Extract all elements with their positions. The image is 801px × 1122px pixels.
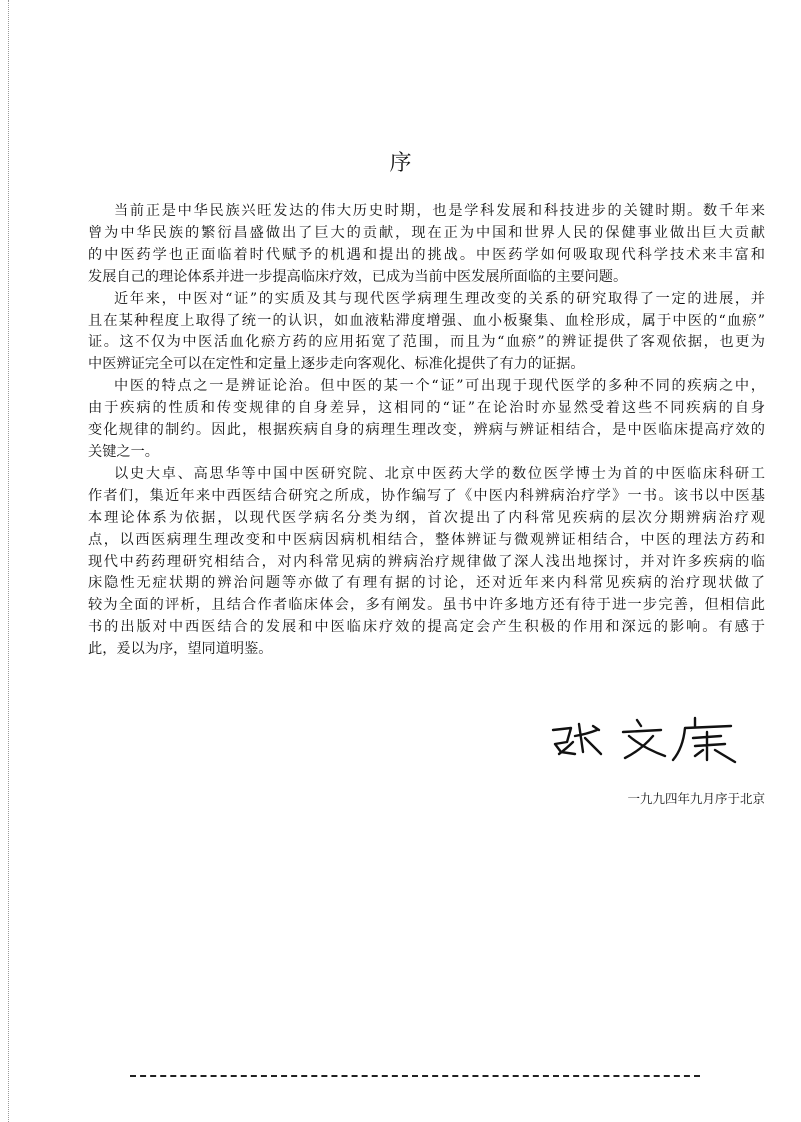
text-line: 书的出版对中西医结合的发展和中医临床疗效的提高定会产生积极的作用和深远的影响。有感于: [88, 619, 765, 636]
preface-body: [88, 201, 765, 661]
date-line: 一九九四年九月序于北京: [627, 791, 765, 806]
handwritten-signature: [545, 708, 745, 768]
text-line: 发展自己的理论体系并进一步提高临床疗效，已成为当前中医发展所面临的主要问题。: [88, 268, 628, 285]
text-line: 关键之一。: [88, 443, 159, 460]
text-line: 本理论体系为依据，以现代医学病名分类为纲，首次提出了内科常见疾病的层次分期辨病治疗观: [88, 509, 765, 526]
text-line: 现代中药药理研究相结合，对内科常见病的辨病治疗规律做了深人浅出地探讨，并对许多疾病的临: [88, 553, 765, 570]
text-line: 以史大卓、高思华等中国中医研究院、北京中医药大学的数位医学博士为首的中医临床科研工: [114, 465, 765, 482]
text-line: 较为全面的评析，且结合作者临床体会，多有阐发。虽书中许多地方还有待于进一步完善，但相信此: [88, 597, 765, 614]
text-line: 点，以西医病理生理改变和中医病因病机相结合，整体辨证与微观辨证相结合，中医的理法方药和: [88, 531, 765, 548]
text-line: 变化规律的制约。因此，根据疾病自身的病理生理改变，辨病与辨证相结合，是中医临床提高疗效的: [88, 422, 765, 439]
text-line: 由于疾病的性质和传变规律的自身差异，这相同的“证”在论治时亦显然受着这些不同疾病的自身: [88, 400, 765, 417]
text-line: 中医辨证完全可以在定性和定量上逐步走向客观化、标准化提供了有力的证据。: [88, 356, 585, 373]
text-line: 作者们，集近年来中西医结合研究之所成，协作编写了《中医内科辨病治疗学》一书。该书以中医基: [88, 487, 765, 504]
text-line: 床隐性无症状期的辨治问题等亦做了有理有据的讨论，还对近年来内科常见疾病的治疗现状做了: [88, 575, 765, 592]
paragraph-3: [88, 376, 765, 464]
text-line: 的中医药学也正面临着时代赋予的机遇和提出的挑战。中医药学如何吸取现代科学技术来丰富和: [88, 246, 765, 263]
paragraph-1: [88, 201, 765, 289]
text-line: 中医的特点之一是辨证论治。但中医的某一个“证”可出现于现代医学的多种不同的疾病之中，: [114, 378, 765, 395]
text-line: 近年来，中医对“证”的实质及其与现代医学病理生理改变的关系的研究取得了一定的进展，并: [114, 290, 765, 307]
bottom-scan-line: [130, 1075, 700, 1077]
paragraph-2: [88, 289, 765, 377]
text-line: 当前正是中华民族兴旺发达的伟大历史时期，也是学科发展和科技进步的关键时期。数千年来: [114, 203, 765, 219]
text-line: 证。这不仅为中医活血化瘀方药的应用拓宽了范围，而且为“血瘀”的辨证提供了客观依据，也更为: [88, 334, 765, 351]
paragraph-4: [88, 464, 765, 661]
text-line: 曾为中华民族的繁衍昌盛做出了巨大的贡献，现在正为中国和世界人民的保健事业做出巨大贡献: [88, 224, 765, 241]
text-line: 且在某种程度上取得了统一的认识，如血液粘滞度增强、血小板聚集、血栓形成，属于中医的“血瘀”: [88, 312, 765, 329]
page-title: 序: [389, 151, 412, 176]
text-line: 此，爰以为序，望同道明鉴。: [88, 641, 273, 658]
